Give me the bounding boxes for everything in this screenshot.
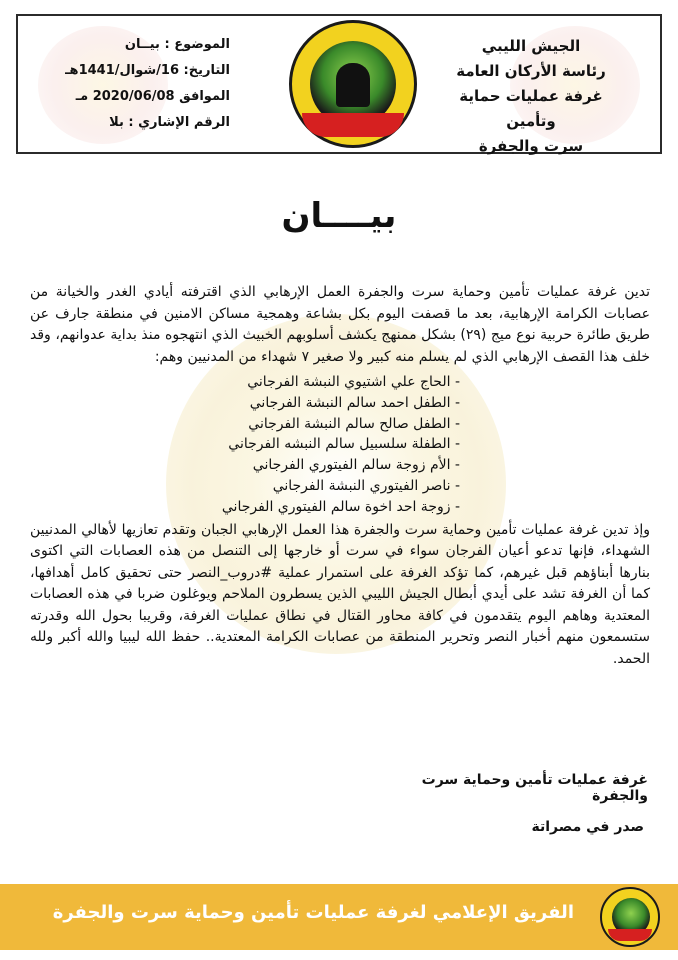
list-item: - الطفل صالح سالم النبشة الفرجاني [248, 415, 460, 432]
statement-title: بيــــان [281, 196, 397, 236]
reference-number-line: الرقم الإشاري : بلا [109, 115, 230, 130]
date-gregorian-line: الموافق 2020/06/08 مـ [75, 89, 230, 104]
closing-paragraph: وإذ تدين غرفة عمليات تأمين وحماية سرت والجفرة هذا العمل الإرهابي الجبان وتقدم تعازيها لأهالي المدنيين الشهداء، فإنها تدعو أعيان الفرجان سواء في سرت أو خارجها إلى التنصل من هذه العصابات التي اكتوى بنارها أبناؤهم قبل غيرهم، كما تؤكد الغرفة على استمرار عملية #دروب_النصر حتى تحقيق كامل أهدافها، كما أن الغرفة تشد على أيدي أبطال الجيش الليبي الذين يسطرون الملاحم ويوغلون ضربا في هذه العصابات المعتدية وهاهم اليوم يتقدمون في كافة محاور القتال في نطاق عمليات الغرفة، وقريبا بحول الله وقدرته ستسمعون منهم أخبار النصر وتحرير المنطقة من عصابات الكرامة المعتدية.. حفظ الله ليبيا والله أكبر ولله الحمد. [30, 521, 650, 667]
footer-emblem-icon [600, 887, 660, 947]
letterhead-box [16, 14, 662, 154]
subject-line: الموضوع : بيــان [124, 37, 230, 52]
signature-block [388, 772, 648, 835]
date-hijri-line: التاريخ: 16/شوال/1441هـ [65, 63, 230, 78]
list-item: - زوجة احد اخوة سالم الفيتوري الفرجاني [221, 498, 460, 515]
signatory: غرفة عمليات تأمين وحماية سرت والجفرة [421, 772, 648, 804]
footer-text: الفريق الإعلامي لغرفة عمليات تأمين وحماية سرت والجفرة [52, 902, 574, 923]
list-item: - الحاج علي اشتيوي النبشة الفرجاني [247, 374, 460, 390]
issued-place: صدر في مصراتة [531, 819, 644, 835]
list-item: - الأم زوجة سالم الفيتوري الفرجاني [252, 457, 460, 474]
list-item: - ناصر الفيتوري النبشة الفرجاني [272, 477, 460, 494]
operation-emblem-icon [289, 20, 417, 148]
org-line: غرفة عمليات حماية وتأمين [459, 87, 603, 130]
martyrs-list [30, 372, 650, 518]
footer-emblem-band [608, 929, 652, 941]
footer-bar [0, 884, 678, 950]
emblem-band [302, 113, 404, 137]
statement-body [30, 282, 650, 670]
org-line: سرت والجفرة [478, 137, 584, 155]
list-item: - الطفلة سلسبيل سالم النبشه الفرجاني [228, 436, 460, 453]
intro-paragraph: تدين غرفة عمليات تأمين وحماية سرت والجفرة العمل الإرهابي الذي اقترفته أيادي الغدر والخيانة من عصابات الكرامة الإرهابية، بعد ما قصفت اليوم بكل بشاعة وهمجية مساكن الامنين في منطقة جارف عن طريق طائرة حربية نوع ميج (٢٩) بشكل ممنهج يكشف أسلوبهم الخبيث الذي انتهجوه منذ بداية عدوانهم، وقد خلف هذا القصف الإرهابي الذي لم يسلم منه كبير ولا صغير ٧ شهداء من المدنيين وهم: [30, 284, 651, 365]
organization-block [436, 34, 626, 159]
org-line: رئاسة الأركان العامة [456, 62, 606, 80]
soldier-figure-icon [336, 63, 370, 107]
document-meta-block [40, 32, 230, 136]
org-line: الجيش الليبي [481, 37, 581, 55]
list-item: - الطفل احمد سالم النبشة الفرجاني [249, 394, 460, 411]
